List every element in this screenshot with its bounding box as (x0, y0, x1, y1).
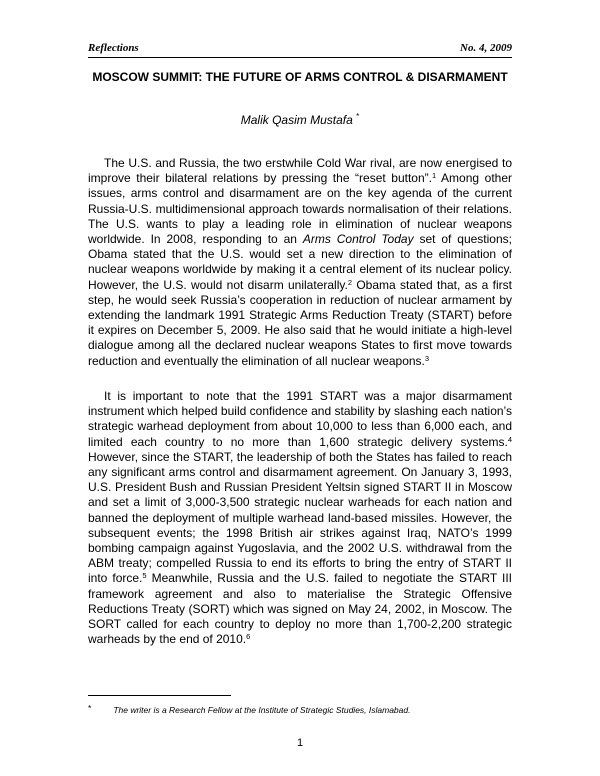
footnote-ref-5: 5 (142, 571, 147, 581)
running-header (88, 42, 512, 58)
p2-text-1: It is important to note that the 1991 START was a major disarmament instrument which helped build confidence and stability by slashing each nation’s strategic warhead deployment from about 10,000 to less than 6,000 each, and limited each country to no more than 1,600 strategic delivery systems. (88, 389, 512, 449)
issue-number: No. 4, 2009 (460, 42, 512, 54)
p1-text-4: Obama stated that, as a first step, he would seek Russia’s cooperation in reduction of nuclear armament by extending the landmark 1991 Strategic Arms Reduction Treaty (START) before it expires on December 5, 2009. He also said that he would initiate a high-level dialogue among all the declared nuclear weapons States to first move towards reduction and eventually the elimination of all nuclear weapons. (88, 277, 512, 368)
footnote-ref-2: 2 (347, 277, 352, 287)
journal-name: Reflections (88, 42, 139, 54)
footnote-divider (88, 695, 231, 696)
footnote-ref-6: 6 (246, 632, 251, 642)
paragraph-1 (88, 156, 512, 369)
p1-italic-title: Arms Control Today (302, 232, 414, 247)
footnote-text: The writer is a Research Fellow at the Institute of Strategic Studies, Islamabad. (113, 705, 411, 715)
article-title: MOSCOW SUMMIT: THE FUTURE OF ARMS CONTROL & DISARMAMENT (92, 70, 508, 84)
p2-text-3: Meanwhile, Russia and the U.S. failed to negotiate the START III framework agreement and also to materialise the Strategic Offensive Reductions Treaty (SORT) which was signed on May 24, 2002, in Moscow. The SORT called for each country to deploy no more than 1,700-2,200 strategic warheads by the end of 2010. (88, 571, 512, 647)
footnote-ref-4: 4 (507, 434, 512, 444)
p1-text-2: Among other issues, arms control and disarmament are on the key agenda of the current Russia-U.S. multidimensional approach towards normalisation of their relations. The U.S. wants to play a leading role in elimination of nuclear weapons worldwide. In 2008, responding to an (88, 171, 512, 247)
footnote-ref-1: 1 (431, 171, 437, 181)
page-number: 1 (296, 737, 304, 749)
author-footnote-mark: * (356, 112, 360, 121)
p1-text-3: set of questions; Obama stated that the U.S. would set a new direction to the elimination of nuclear weapons worldwide by making it a central element of its nuclear policy. However, the U.S. would not disarm unilaterally. (88, 232, 512, 292)
footnote-mark: * (88, 703, 92, 713)
footnote-ref-3: 3 (424, 353, 430, 363)
p1-text-1: The U.S. and Russia, the two erstwhile Cold War rival, are now energised to improve their bilateral relations by pressing the “reset button”. (88, 156, 512, 186)
author-line (88, 112, 512, 127)
author-name: Malik Qasim Mustafa (240, 113, 353, 127)
paragraph-2 (88, 389, 512, 647)
p2-text-2: However, since the START, the leadership of both the States has failed to reach any significant arms control and disarmament agreement. On January 3, 1993, U.S. President Bush and Russian President Yeltsin signed START II in Moscow and set a limit of 3,000-3,500 strategic nuclear warheads for each nation and banned the deployment of multiple warhead land-based missiles. However, the subsequent events; the 1998 British air strikes against Iraq, NATO’s 1999 bombing campaign against Yugoslavia, and the 2002 U.S. withdrawal from the ABM treaty; compelled Russia to end its efforts to bring the entry of START II into force. (88, 449, 512, 586)
footnote (88, 703, 512, 715)
